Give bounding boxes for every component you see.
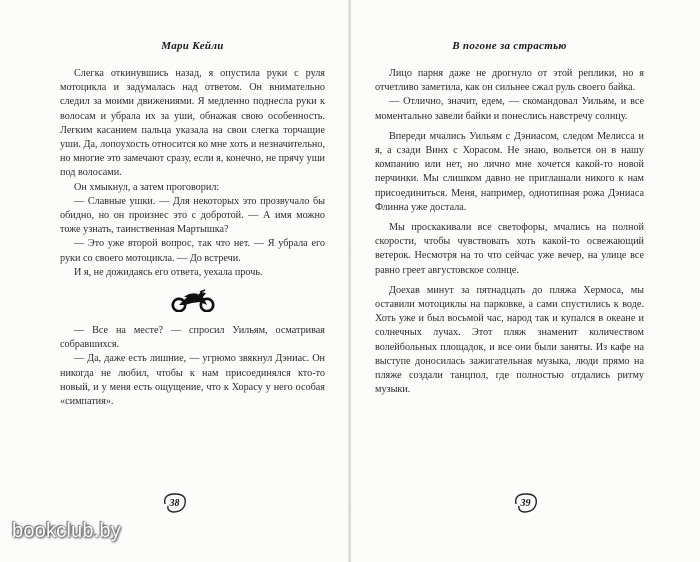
page-number-right-text: 39 (520, 497, 531, 509)
motorcycle-icon (60, 288, 325, 312)
right-page-header: В погоне за страстью (452, 40, 567, 52)
left-page (0, 0, 349, 562)
page-number-right (511, 492, 541, 514)
left-page-body (60, 67, 325, 409)
paragraph: — Все на месте? — спросил Уильям, осматривая собравшихся. (60, 325, 325, 351)
paragraph: Он хмыкнул, а затем проговорил: (74, 181, 220, 193)
paragraph: И я, не дожидаясь его ответа, уехала прочь. (74, 266, 263, 278)
paragraph: Впереди мчались Уильям с Дэниасом, следом Мелисса и я, а сзади Винх с Хорасом. Не знаю, вольется он в нашу компанию или нет, но лично мне хочется какой-то новой перчинки. Мы слишком давно не приглашали никого к нам присоединиться. Меня, например, однотипная рожа Дэниаса Флинна уже достала. (375, 130, 644, 213)
paragraph: — Да, даже есть лишние, — угрюмо звякнул Дэниас. Он никогда не любил, чтобы к нам присоединялся кто-то новый, и у меня есть ощущение, что к Хорасу у него особая «симпатия». (60, 353, 325, 408)
watermark: bookclub.by (12, 520, 121, 542)
paragraph: Мы проскакивали все светофоры, мчались на полной скорости, чтобы чувствовать хоть какой-то освежающий ветерок. Несмотря на то что сейчас уже вечер, на улице все равно греет августовское солнце. (375, 222, 644, 276)
left-page-header: Мари Кейли (161, 40, 224, 52)
paragraph: — Славные ушки. — Для некоторых это прозвучало бы обидно, но он произнес это с добротой. — А имя можно тоже узнать, таинственная Мартышка? (60, 195, 325, 236)
right-page-body (375, 67, 644, 397)
page-number-left-text: 38 (169, 497, 180, 509)
page-number-left (160, 492, 190, 514)
paragraph: Слегка откинувшись назад, я опустила руки с руля мотоцикла и задумалась над ответом. Он внимательно следил за моими движениями. Я медленно поднесла руки к волосам и убрала их за уши, обнажая свою особенность. Легким касанием пальца указала на свои слегка торчащие уши. Да, лопоухость относится ко мне хоть и незначительно, но многие это замечают сразу, если я, конечно, не прячу уши под волосами. (60, 68, 325, 179)
paragraph: Лицо парня даже не дрогнуло от этой реплики, но я отчетливо заметила, как он сильнее сжал руль своего байка. (375, 68, 644, 94)
paragraph: Доехав минут за пятнадцать до пляжа Хермоса, мы оставили мотоциклы на парковке, а сами спустились к воде. Хоть уже и был восьмой час, народ так и купался в океане и солнечных лучах. Этот пляж знаменит количеством волейбольных площадок, и все они были заняты. Из кафе на выступе доносилась зажигательная музыка, люди прямо на пляже создали танцпол, где полностью отдались ритму музыки. (375, 284, 644, 396)
paragraph: — Это уже второй вопрос, так что нет. — Я убрала его руки со своего мотоцикла. — До встречи. (60, 238, 325, 264)
paragraph: — Отлично, значит, едем, — скомандовал Уильям, и все моментально завели байки и понеслись навстречу солнцу. (375, 96, 644, 122)
right-page (351, 0, 700, 562)
